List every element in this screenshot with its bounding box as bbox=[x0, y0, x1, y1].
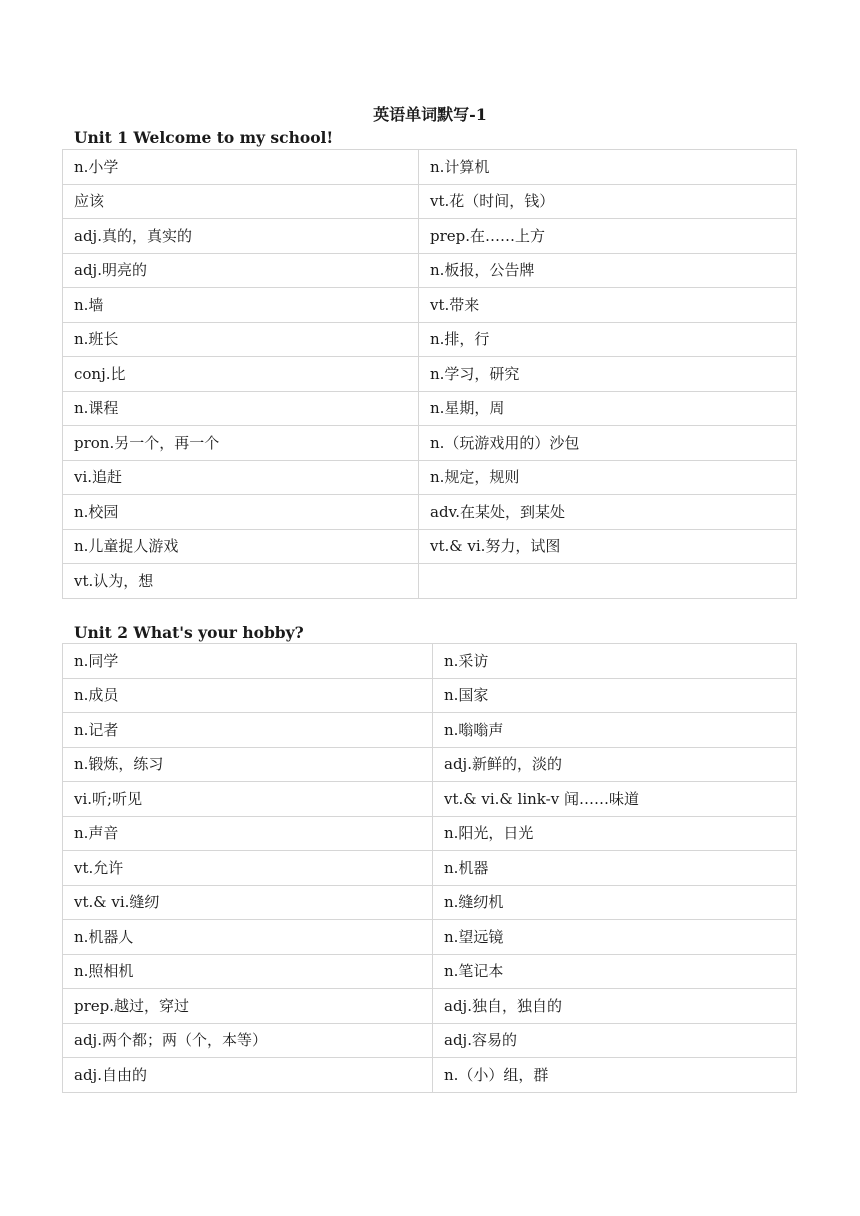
table-cell: n.排，行 bbox=[419, 322, 797, 357]
table-cell: n.计算机 bbox=[419, 150, 797, 185]
table-cell: n.照相机 bbox=[63, 954, 433, 989]
table-cell: vi.听;听见 bbox=[63, 782, 433, 817]
table-cell: n.国家 bbox=[433, 678, 797, 713]
table-cell: vt.花（时间，钱） bbox=[419, 184, 797, 219]
table-cell: adj.容易的 bbox=[433, 1023, 797, 1058]
table-cell: n.声音 bbox=[63, 816, 433, 851]
table-row bbox=[63, 713, 797, 748]
table-cell: 应该 bbox=[63, 184, 419, 219]
table-row bbox=[63, 322, 797, 357]
table-row bbox=[63, 747, 797, 782]
table-cell: n.嗡嗡声 bbox=[433, 713, 797, 748]
table-cell: n.（玩游戏用的）沙包 bbox=[419, 426, 797, 461]
table-cell: n.笔记本 bbox=[433, 954, 797, 989]
table-cell: n.小学 bbox=[63, 150, 419, 185]
table-cell: vt.& vi.缝纫 bbox=[63, 885, 433, 920]
table-cell: vt.认为，想 bbox=[63, 564, 419, 599]
table-row bbox=[63, 253, 797, 288]
table-cell: n.阳光，日光 bbox=[433, 816, 797, 851]
table-cell: vt.带来 bbox=[419, 288, 797, 323]
table-row bbox=[63, 678, 797, 713]
table-cell: n.板报，公告牌 bbox=[419, 253, 797, 288]
table-cell: vt.允许 bbox=[63, 851, 433, 886]
table-cell: n.采访 bbox=[433, 644, 797, 679]
table-row bbox=[63, 460, 797, 495]
unit1-vocab-table bbox=[62, 149, 797, 599]
table-cell: n.（小）组，群 bbox=[433, 1058, 797, 1093]
table-cell: n.学习，研究 bbox=[419, 357, 797, 392]
table-cell: n.星期，周 bbox=[419, 391, 797, 426]
table-cell: n.机器 bbox=[433, 851, 797, 886]
table-cell: n.望远镜 bbox=[433, 920, 797, 955]
table-cell: n.校园 bbox=[63, 495, 419, 530]
table-row bbox=[63, 288, 797, 323]
table-row bbox=[63, 920, 797, 955]
table-cell: n.成员 bbox=[63, 678, 433, 713]
table-row bbox=[63, 184, 797, 219]
table-cell: vi.追赶 bbox=[63, 460, 419, 495]
table-cell: prep.在……上方 bbox=[419, 219, 797, 254]
table-cell: adj.独自，独自的 bbox=[433, 989, 797, 1024]
table-row bbox=[63, 219, 797, 254]
table-cell: vt.& vi.努力，试图 bbox=[419, 529, 797, 564]
table-row bbox=[63, 644, 797, 679]
table-row bbox=[63, 564, 797, 599]
table-cell: adj.两个都；两（个，本等） bbox=[63, 1023, 433, 1058]
table-cell: n.缝纫机 bbox=[433, 885, 797, 920]
table-cell: n.记者 bbox=[63, 713, 433, 748]
table-row bbox=[63, 357, 797, 392]
table-row bbox=[63, 391, 797, 426]
table-cell: pron.另一个，再一个 bbox=[63, 426, 419, 461]
table-row bbox=[63, 885, 797, 920]
table-row bbox=[63, 816, 797, 851]
table-cell: adj.真的，真实的 bbox=[63, 219, 419, 254]
table-cell: n.规定，规则 bbox=[419, 460, 797, 495]
table-cell: n.儿童捉人游戏 bbox=[63, 529, 419, 564]
table-cell: n.墙 bbox=[63, 288, 419, 323]
table-row bbox=[63, 495, 797, 530]
table-cell: n.锻炼，练习 bbox=[63, 747, 433, 782]
unit2-vocab-table bbox=[62, 643, 797, 1093]
table-row bbox=[63, 954, 797, 989]
table-row bbox=[63, 529, 797, 564]
table-cell: adv.在某处，到某处 bbox=[419, 495, 797, 530]
table-row bbox=[63, 1058, 797, 1093]
table-cell: n.同学 bbox=[63, 644, 433, 679]
table-cell: prep.越过，穿过 bbox=[63, 989, 433, 1024]
table-cell: adj.自由的 bbox=[63, 1058, 433, 1093]
table-row bbox=[63, 426, 797, 461]
table-cell bbox=[419, 564, 797, 599]
table-cell: n.班长 bbox=[63, 322, 419, 357]
unit1-heading: Unit 1 Welcome to my school! bbox=[74, 128, 334, 147]
table-cell: conj.比 bbox=[63, 357, 419, 392]
table-cell: n.机器人 bbox=[63, 920, 433, 955]
table-row bbox=[63, 989, 797, 1024]
table-cell: adj.新鲜的，淡的 bbox=[433, 747, 797, 782]
table-cell: n.课程 bbox=[63, 391, 419, 426]
table-row bbox=[63, 150, 797, 185]
table-row bbox=[63, 782, 797, 817]
table-cell: adj.明亮的 bbox=[63, 253, 419, 288]
table-row bbox=[63, 1023, 797, 1058]
table-cell: vt.& vi.& link-v 闻……味道 bbox=[433, 782, 797, 817]
unit2-heading: Unit 2 What's your hobby? bbox=[74, 623, 304, 642]
page-title: 英语单词默写-1 bbox=[373, 105, 487, 124]
table-row bbox=[63, 851, 797, 886]
